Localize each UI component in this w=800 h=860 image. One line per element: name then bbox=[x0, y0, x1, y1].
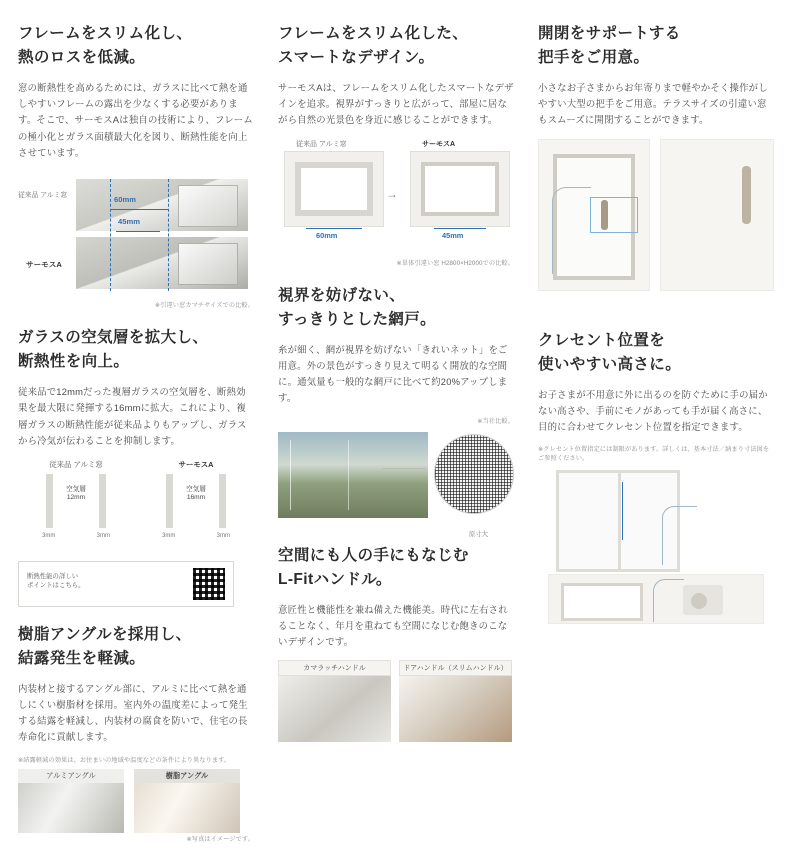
section-slim-frame bbox=[18, 22, 254, 310]
section-resin-angle bbox=[18, 623, 254, 844]
section-body: 小さなお子さまからお年寄りまで軽やかそく操作がしやすい大型の把手をご用意。テラスサイズの引違い窓もスムーズに開閉することができます。 bbox=[538, 82, 768, 126]
heading-line-2: 使いやすい高さに。 bbox=[538, 355, 682, 373]
glass-pane bbox=[99, 474, 106, 528]
height-dimension-line bbox=[622, 482, 623, 540]
section-heading bbox=[538, 22, 774, 70]
heading-line-2: 熱のロスを低減。 bbox=[18, 49, 146, 67]
old-glass-diagram bbox=[22, 459, 130, 539]
qr-callout-box[interactable] bbox=[18, 561, 234, 607]
section-open-close-support bbox=[538, 22, 774, 289]
new-glass-section bbox=[142, 474, 250, 539]
new-glass-title: サーモスA bbox=[178, 459, 214, 469]
heading-line-2: L-Fitハンドル。 bbox=[278, 570, 392, 588]
section-body: 内装材と接するアングル部に、アルミに比べて熱を通しにくい樹脂材を採用。室内外の温度差によって発生する結露を軽減し、内装材の腐食を防いで、住宅の長寿命化に貢献します。 bbox=[18, 682, 248, 743]
section-body: 糸が細く、網が視界を妨げない「きれいネット」をご用意。外の景色がすっきり見えて明るく開放的な空間に。通気量も一般的な網戸に比べて約20%アップします。 bbox=[278, 343, 508, 404]
section-lfit-handle bbox=[278, 544, 514, 743]
heading-line-1: 視界を妨げない、 bbox=[278, 286, 406, 304]
frame-comparison-figure bbox=[18, 171, 254, 299]
child-illustration bbox=[662, 506, 697, 565]
heading-line-1: クレセント位置を bbox=[538, 331, 666, 349]
section-body: 意匠性と機能性を兼ね備えた機能美。時代に左右されることなく、年月を重ねても空間になじむ飽きのこないデザインです。 bbox=[278, 603, 508, 648]
crescent-handle-cell bbox=[278, 660, 391, 742]
net-zoom-circle bbox=[434, 434, 514, 514]
zoom-connector-line bbox=[382, 468, 426, 469]
heading-line-2: 結露発生を軽減。 bbox=[18, 649, 146, 667]
dimension-guide-right bbox=[168, 179, 169, 291]
heading-line-1: フレームをスリム化した、 bbox=[278, 25, 469, 42]
qr-text-line-1: 断熱性能の詳しい bbox=[27, 572, 79, 580]
window-frame-comparison-figure bbox=[278, 139, 514, 257]
aluminum-angle-cell bbox=[18, 769, 124, 833]
pane-thickness-right: 3mm bbox=[216, 532, 230, 539]
crescent-handle-caption: カマラッチハンドル bbox=[278, 660, 391, 676]
glass-pane bbox=[219, 474, 226, 528]
crescent-position-figure bbox=[538, 470, 774, 622]
door-handle-cell bbox=[399, 660, 512, 742]
old-window-glass bbox=[295, 162, 373, 216]
air-gap-value: 12mm bbox=[66, 494, 86, 502]
figure-note: ※単体引違い窓 H2800×H2000での比較。 bbox=[396, 259, 514, 267]
adult-illustration bbox=[653, 579, 684, 622]
qr-code-icon[interactable] bbox=[193, 568, 225, 600]
new-window-label: サーモスA bbox=[422, 140, 456, 148]
arrow-right-icon: → bbox=[386, 186, 398, 201]
section-heading bbox=[18, 623, 254, 671]
qr-callout-text bbox=[27, 572, 85, 591]
heading-line-1: 空間にも人の手にもなじむ bbox=[278, 546, 469, 564]
old-window-label: 従来品 アルミ窓 bbox=[296, 140, 347, 148]
section-body: 従来品で12mmだった複層ガラスの空気層を、断熱効果を最大限に発揮する16mmに拡大。これにより、複層ガラスの断熱性能が従来品よりもアップし、ガラスから冷気が伝わることを抑制します。 bbox=[18, 386, 247, 446]
new-frame-label: サーモスA bbox=[26, 259, 62, 269]
handle-bar-shape bbox=[742, 166, 751, 224]
section-smart-design bbox=[278, 22, 514, 268]
door-handle-photo bbox=[399, 676, 512, 742]
handle-usage-figure bbox=[538, 139, 774, 289]
new-window-image bbox=[410, 151, 510, 227]
callout-box bbox=[590, 197, 638, 233]
resin-angle-photo bbox=[134, 783, 240, 833]
washing-machine-shape bbox=[683, 585, 723, 615]
old-glass-section bbox=[22, 474, 130, 539]
angle-comparison-figure bbox=[18, 769, 254, 833]
section-heading bbox=[18, 22, 254, 70]
section-air-layer bbox=[18, 326, 254, 607]
middle-column bbox=[278, 22, 514, 860]
low-window-shape bbox=[561, 583, 643, 621]
dimension-line-new bbox=[116, 231, 160, 232]
old-frame-photo bbox=[76, 179, 248, 231]
heading-line-1: 樹脂アングルを採用し、 bbox=[18, 625, 192, 643]
heading-line-2: 把手をご用意。 bbox=[538, 49, 650, 67]
new-frame-dimension: 45mm bbox=[118, 216, 140, 226]
section-body: 窓の断熱性を高めるためには、ガラスに比べて熱を通しやすいフレームの露出を少なくする必要があります。そこで、サーモスAは独自の技術により、フレームの極小化とガラス面積最大化を図り、断熱性能を向上させています。 bbox=[18, 82, 253, 158]
air-gap-text: 空気層 bbox=[66, 485, 86, 493]
new-frame-photo bbox=[76, 237, 248, 289]
resin-angle-caption: 樹脂アングル bbox=[134, 769, 240, 783]
glass-pane bbox=[166, 474, 173, 528]
old-window-image bbox=[284, 151, 384, 227]
section-crescent-position bbox=[538, 329, 774, 622]
new-dimension-line bbox=[434, 228, 486, 229]
aluminum-angle-caption: アルミアングル bbox=[18, 769, 124, 783]
pane-thickness-right: 3mm bbox=[96, 532, 110, 539]
section-heading bbox=[278, 22, 514, 70]
handle-photos-figure bbox=[278, 660, 514, 742]
new-glass-diagram bbox=[142, 459, 250, 539]
figure-note: ※引違い窓カマチサイズでの比較。 bbox=[154, 301, 254, 309]
section-body: サーモスAは、フレームをスリム化したスマートなデザインを追求。視界がすっきりと広がって、部屋に居ながら自然の光景色を身近に感じることができます。 bbox=[278, 82, 514, 126]
old-frame-label: 従来品 アルミ窓 bbox=[18, 191, 68, 199]
window-illustration-low bbox=[548, 574, 764, 624]
glass-pane bbox=[46, 474, 53, 528]
section-heading bbox=[18, 326, 254, 374]
new-air-gap-label bbox=[186, 486, 206, 502]
handle-closeup-photo bbox=[660, 139, 774, 291]
old-air-gap-label bbox=[66, 486, 86, 502]
section-body: お子さまが不用意に外に出るのを防ぐために手の届かない高さや、手前にモノがあっても手が届く高さに、目的に合わせてクレセント位置を指定できます。 bbox=[538, 388, 768, 432]
air-gap-value: 16mm bbox=[186, 494, 206, 502]
figure-note: ※写真はイメージです。 bbox=[186, 835, 254, 843]
pane-thickness-left: 3mm bbox=[42, 532, 56, 539]
new-window-glass bbox=[421, 162, 499, 216]
section-heading bbox=[278, 544, 514, 592]
new-window-dimension: 45mm bbox=[442, 230, 464, 240]
section-note: ※当社比較。 bbox=[477, 417, 514, 425]
screen-net-figure bbox=[278, 432, 514, 538]
person-illustration bbox=[552, 187, 591, 274]
air-layer-figure bbox=[18, 459, 254, 555]
heading-line-2: すっきりとした網戸。 bbox=[278, 310, 437, 328]
air-gap-text: 空気層 bbox=[186, 485, 206, 493]
heading-line-1: 開閉をサポートする bbox=[538, 25, 681, 42]
qr-text-line-2: ポイントはこちら。 bbox=[27, 582, 85, 590]
heading-line-1: ガラスの空気層を拡大し、 bbox=[18, 329, 209, 347]
pane-thickness-left: 3mm bbox=[162, 532, 176, 539]
heading-line-1: フレームをスリム化し、 bbox=[18, 25, 193, 42]
left-column bbox=[18, 22, 254, 860]
dimension-line-old bbox=[110, 209, 168, 210]
garden-view-photo bbox=[278, 432, 428, 518]
dimension-guide-left bbox=[110, 179, 111, 291]
section-note: ※結露軽減の効果は、お住まいの地域や温度などの条件により異なります。 bbox=[18, 756, 231, 764]
heading-line-2: スマートなデザイン。 bbox=[278, 49, 435, 67]
old-dimension-line bbox=[306, 228, 362, 229]
crescent-handle-photo bbox=[278, 676, 391, 742]
section-heading bbox=[278, 284, 514, 332]
heading-line-2: 断熱性を向上。 bbox=[18, 353, 130, 371]
section-note: ※クレセント位置指定には制限があります。詳しくは、基本寸法／納まり寸法図をご参照ください。 bbox=[538, 446, 770, 463]
old-frame-dimension: 60mm bbox=[114, 194, 136, 204]
zoom-caption: 原寸大 bbox=[468, 530, 488, 538]
section-screen-net bbox=[278, 284, 514, 538]
old-window-dimension: 60mm bbox=[316, 230, 338, 240]
section-heading bbox=[538, 329, 774, 377]
right-column bbox=[538, 22, 774, 860]
three-column-layout bbox=[18, 22, 782, 860]
old-glass-title: 従来品 アルミ窓 bbox=[49, 459, 103, 469]
resin-angle-cell bbox=[134, 769, 240, 833]
door-handle-caption: ドアハンドル（スリムハンドル） bbox=[399, 660, 512, 676]
aluminum-angle-photo bbox=[18, 783, 124, 833]
